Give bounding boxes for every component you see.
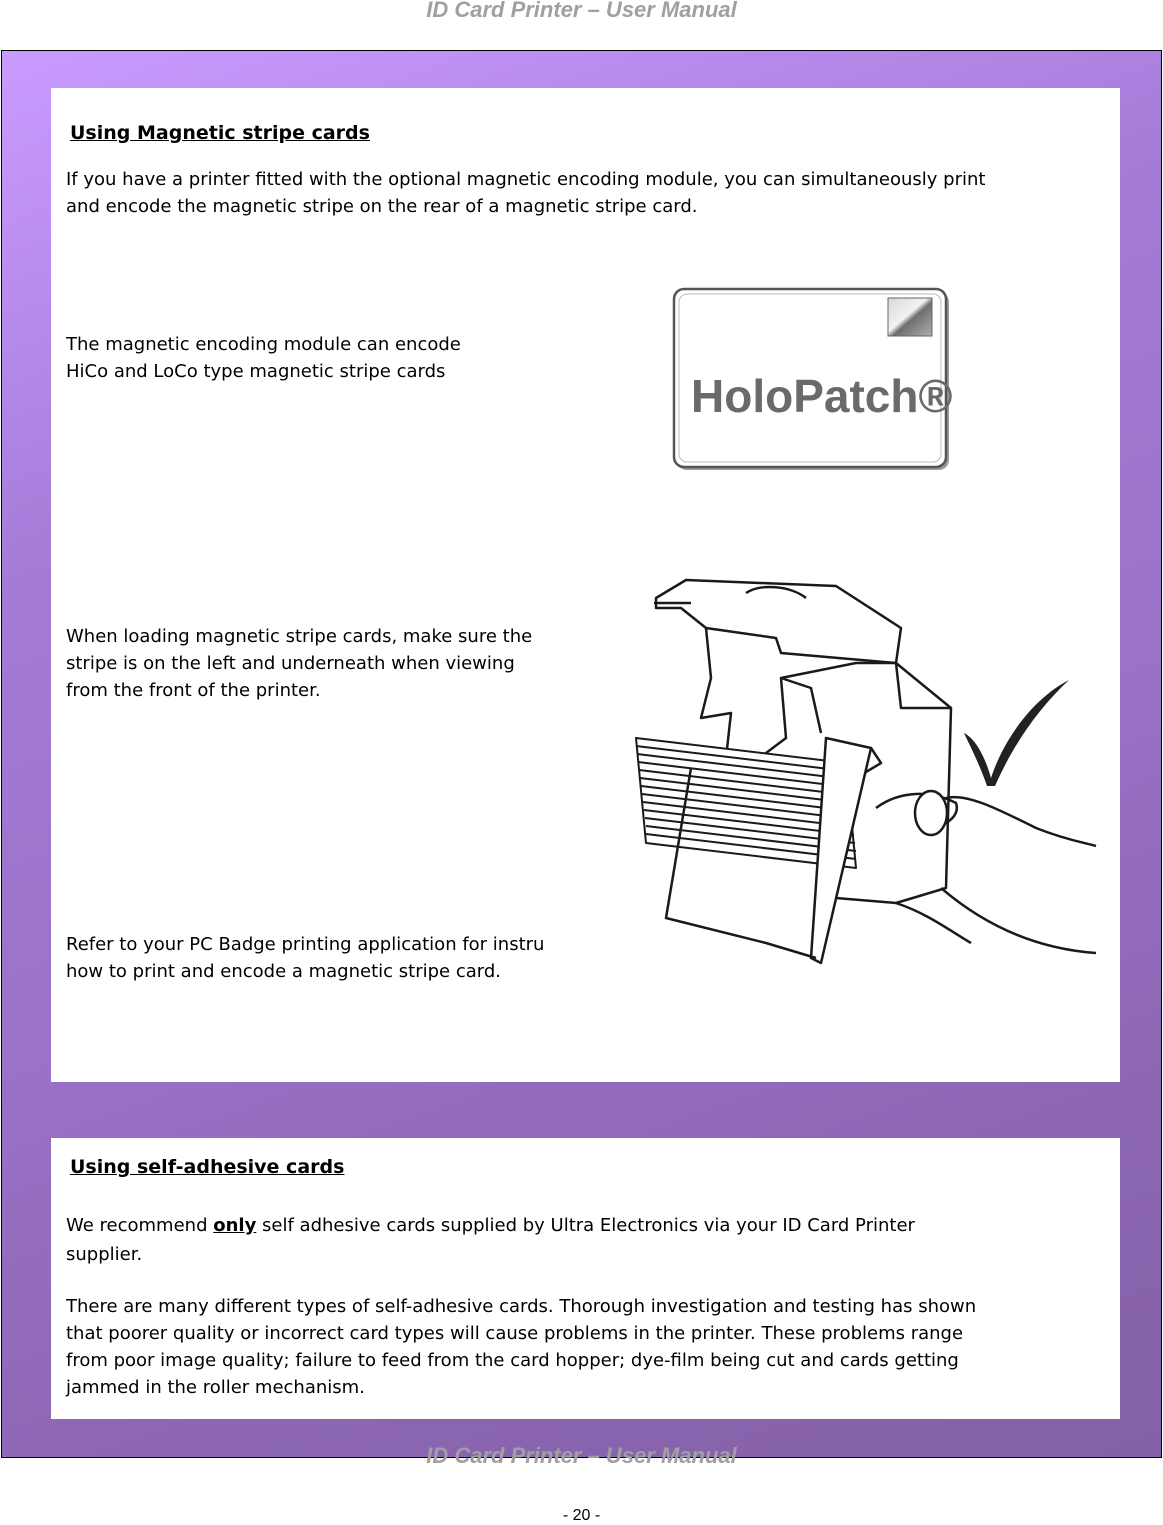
holopatch-logo-text: HoloPatch® (691, 370, 953, 422)
self-adhesive-heading: Using self-adhesive cards (70, 1156, 345, 1178)
refer-application-line-2: how to print and encode a magnetic stripe card. (66, 961, 501, 982)
running-footer: ID Card Printer – User Manual (426, 1443, 737, 1468)
holopatch-card-icon (671, 286, 953, 474)
loading-instructions-line-3: from the front of the printer. (66, 680, 321, 701)
recommendation-line-1 (66, 1212, 915, 1239)
problems-line-3: from poor image quality; failure to feed from the card hopper; dye-film being cut and cards getting (66, 1350, 959, 1371)
running-header: ID Card Printer – User Manual (426, 0, 737, 22)
magnetic-intro-line-2: and encode the magnetic stripe on the rear of a magnetic stripe card. (66, 196, 698, 217)
page-number: - 20 - (562, 1507, 601, 1524)
recommendation-line-2: supplier. (66, 1244, 143, 1265)
magnetic-stripe-panel (51, 88, 1120, 1082)
magnetic-stripe-heading: Using Magnetic stripe cards (70, 122, 370, 144)
loading-instructions-line-2: stripe is on the left and underneath when viewing (66, 653, 515, 674)
recommendation-post: self adhesive cards supplied by Ultra Electronics via your ID Card Printer (256, 1215, 915, 1236)
encode-info-line-1: The magnetic encoding module can encode (66, 334, 461, 355)
checkmark-icon (959, 678, 1074, 788)
encode-info-line-2: HiCo and LoCo type magnetic stripe cards (66, 361, 446, 382)
problems-line-4: jammed in the roller mechanism. (66, 1377, 365, 1398)
problems-line-1: There are many different types of self-adhesive cards. Thorough investigation and testing has shown (66, 1296, 977, 1317)
problems-line-2: that poorer quality or incorrect card types will cause problems in the printer. These problems range (66, 1323, 964, 1344)
self-adhesive-panel (51, 1138, 1120, 1419)
loading-instructions-line-1: When loading magnetic stripe cards, make sure the (66, 626, 533, 647)
recommendation-emphasis: only (213, 1215, 257, 1236)
refer-application-line-1: Refer to your PC Badge printing application for instru (66, 934, 545, 955)
recommendation-pre: We recommend (66, 1215, 214, 1236)
magnetic-intro-line-1: If you have a printer fitted with the optional magnetic encoding module, you can simultaneously print (66, 169, 986, 190)
